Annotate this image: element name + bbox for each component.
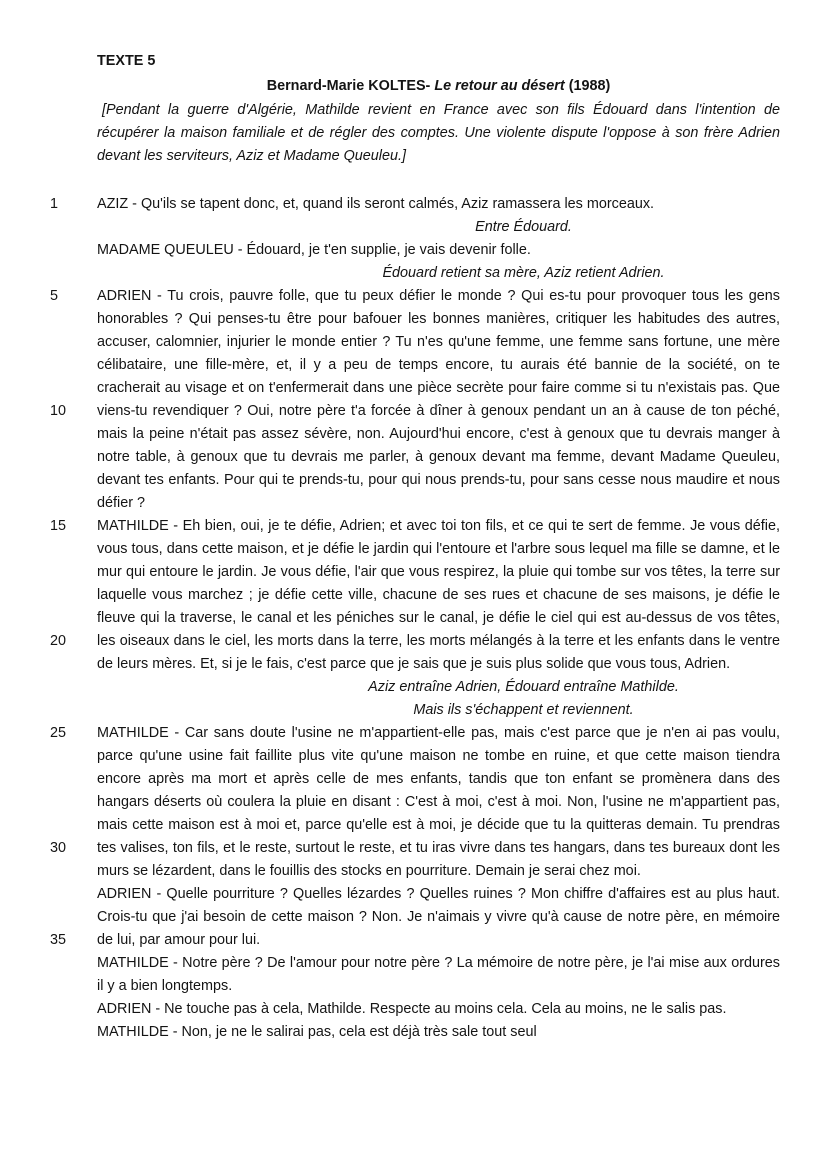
dialogue-aziz bbox=[50, 193, 780, 216]
dialogue-text: ADRIEN - Tu crois, pauvre folle, que tu peux défier le monde ? Qui es-tu pour provoquer tous les gens honorables ? Qui penses-tu être pour bafouer les bonnes manières, critiquer les habitudes des autres, accuser, calomnier, injurier le monde entier ? Tu n'es qu'une femme, une femme sans fortune, une mère célibataire, une fille-mère, et, il y a peu de temps encore, tu aurais été bannie de la société, on te cracherait au visage et on t'enfermerait dans une pièce secrète pour faire comme si tu n'existais pas. Que viens-tu revendiquer ? Oui, notre père t'a forcée à dîner à genoux pendant un an à cause de ton péché, mais la peine n'était pas assez sévère, non. Aujourd'hui encore, c'est à genoux que tu devrais manger à notre table, à genoux que tu devrais me parler, à genoux devant ma femme, devant Madame Queuleu, devant tes enfants. Pour qui te prends-tu, pour qui nous prends-tu, pour sans cesse nous maudire et nous défier ? bbox=[97, 288, 780, 511]
dialogue-text: MADAME QUEULEU - Édouard, je t'en supplie, je vais devenir folle. bbox=[97, 242, 531, 258]
intro-note: [Pendant la guerre d'Algérie, Mathilde revient en France avec son fils Édouard dans l'intention de récupérer la maison familiale et de régler des comptes. Une violente dispute l'oppose à son frère Adrien devant les serviteurs, Aziz et Madame Queuleu.] bbox=[97, 102, 780, 164]
line-number-30: 30 bbox=[50, 840, 67, 856]
dialogue-adrien-3 bbox=[97, 998, 780, 1021]
stage-direction-entre-edouard: Entre Édouard. bbox=[475, 219, 572, 235]
dialogue-block bbox=[50, 193, 780, 1044]
dialogue-text: MATHILDE - Non, je ne le salirai pas, cela est déjà très sale tout seul bbox=[97, 1024, 537, 1040]
line-number-5: 5 bbox=[50, 288, 59, 304]
dialogue-mathilde-1 bbox=[50, 515, 780, 676]
document-title bbox=[97, 75, 780, 98]
stage-direction-echappent: Mais ils s'échappent et reviennent. bbox=[413, 702, 634, 718]
dialogue-text: AZIZ - Qu'ils se tapent donc, et, quand ils seront calmés, Aziz ramassera les morceaux. bbox=[97, 196, 655, 212]
texte-label: TEXTE 5 bbox=[97, 53, 156, 69]
dialogue-text: ADRIEN - Quelle pourriture ? Quelles lézardes ? Quelles ruines ? Mon chiffre d'affaires est au plus haut. Crois-tu que j'ai besoin de cette maison ? Non. Je n'aimais y vivre qu'à cause de notre père, en mémoire de lui, par amour pour lui. bbox=[97, 886, 780, 948]
dialogue-text: MATHILDE - Car sans doute l'usine ne m'appartient-elle pas, mais c'est parce que je n'en ai pas voulu, parce qu'une usine fait faillite plus vite qu'une maison ne tombe en ruine, et que cette maison tiendra encore après ma mort et après celle de mes enfants, tandis que ton enfant se promènera dans des hangars déserts où coulera la pluie en disant : C'est à moi, c'est à moi. Non, l'usine ne m'appartient pas, mais cette maison est à moi et, parce qu'elle est à moi, je décide que tu la quitteras demain. Tu prendras tes valises, ton fils, et le reste, surtout le reste, et tu iras vivre dans tes hangars, dans tes bureaux dont les murs se lézardent, dans le fouillis des stocks en pourriture. Demain je serai chez moi. bbox=[97, 725, 780, 879]
dialogue-mathilde-2 bbox=[50, 722, 780, 883]
dialogue-madame-queuleu bbox=[97, 239, 780, 262]
line-number-25: 25 bbox=[50, 725, 67, 741]
line-number-15: 15 bbox=[50, 518, 67, 534]
line-number-10: 10 bbox=[50, 403, 67, 419]
dialogue-mathilde-3 bbox=[97, 952, 780, 998]
dialogue-adrien-1 bbox=[50, 285, 780, 515]
line-number-35: 35 bbox=[50, 932, 67, 948]
title-author: Bernard-Marie KOLTES- bbox=[266, 78, 431, 94]
title-work: Le retour au désert bbox=[430, 78, 569, 94]
dialogue-text: MATHILDE - Notre père ? De l'amour pour notre père ? La mémoire de notre père, je l'ai mise aux ordures il y a bien longtemps. bbox=[97, 955, 780, 994]
dialogue-mathilde-4 bbox=[97, 1021, 780, 1044]
stage-direction-entraine: Aziz entraîne Adrien, Édouard entraîne Mathilde. bbox=[368, 679, 679, 695]
dialogue-text: MATHILDE - Eh bien, oui, je te défie, Adrien; et avec toi ton fils, et ce qui te sert de femme. Je vous défie, vous tous, dans cette maison, et je défie le jardin qui l'entoure et l'arbre sous lequel ma fille se damne, et le mur qui entoure le jardin. Je vous défie, l'air que vous respirez, la pluie qui tombe sur vos têtes, la terre sur laquelle vous marchez ; je défie cette ville, chacune de ses rues et chacune de ses maisons, je défie le fleuve qui la traverse, le canal et les péniches sur le canal, je défie le ciel qui est au-dessus de vos têtes, les oiseaux dans le ciel, les morts dans la terre, les morts mélangés à la terre et les enfants dans le ventre de leurs mères. Et, si je le fais, c'est parce que je sais que je suis plus solide que vous tous, Adrien. bbox=[97, 518, 780, 672]
line-number-20: 20 bbox=[50, 633, 67, 649]
dialogue-text: ADRIEN - Ne touche pas à cela, Mathilde. Respecte au moins cela. Cela au moins, ne le salis pas. bbox=[97, 1001, 727, 1017]
line-number-1: 1 bbox=[50, 196, 59, 212]
dialogue-adrien-2 bbox=[50, 883, 780, 952]
title-year: (1988) bbox=[568, 78, 611, 94]
stage-direction-retient: Édouard retient sa mère, Aziz retient Adrien. bbox=[382, 265, 665, 281]
